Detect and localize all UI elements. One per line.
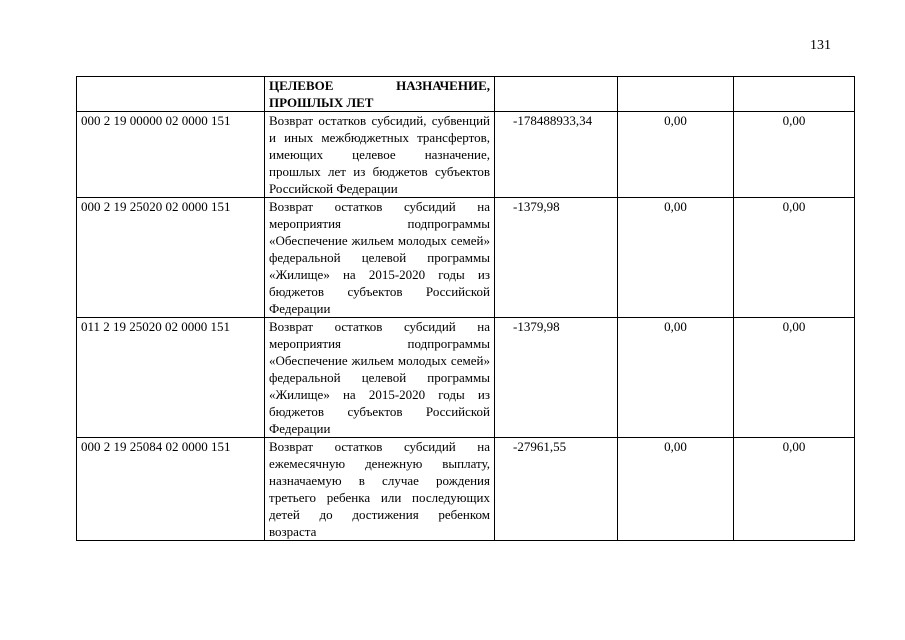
code-cell: 011 2 19 25020 02 0000 151 — [77, 318, 265, 438]
value-cell-1: -178488933,34 — [495, 112, 618, 198]
table-row — [77, 318, 855, 438]
value-cell-3 — [734, 77, 855, 112]
value-cell-3: 0,00 — [734, 112, 855, 198]
value-cell-1: -27961,55 — [495, 438, 618, 541]
budget-table — [76, 76, 855, 541]
value-cell-1: -1379,98 — [495, 198, 618, 318]
description-cell: Возврат остатков субсидий, субвенций и иных межбюджетных трансфертов, имеющих целевое назначение, прошлых лет из бюджетов субъектов Российской Федерации — [265, 112, 495, 198]
table-row — [77, 198, 855, 318]
value-cell-1: -1379,98 — [495, 318, 618, 438]
value-cell-2: 0,00 — [618, 438, 734, 541]
description-cell: Возврат остатков субсидий на мероприятия подпрограммы «Обеспечение жильем молодых семей» федеральной целевой программы «Жилище» на 2015-2020 годы из бюджетов субъектов Российской Федерации — [265, 198, 495, 318]
value-cell-3: 0,00 — [734, 198, 855, 318]
description-cell: Возврат остатков субсидий на мероприятия подпрограммы «Обеспечение жильем молодых семей» федеральной целевой программы «Жилище» на 2015-2020 годы из бюджетов субъектов Российской Федерации — [265, 318, 495, 438]
value-cell-2: 0,00 — [618, 318, 734, 438]
table-row — [77, 438, 855, 541]
table-row — [77, 77, 855, 112]
value-cell-2 — [618, 77, 734, 112]
table-row — [77, 112, 855, 198]
description-cell: Возврат остатков субсидий на ежемесячную денежную выплату, назначаемую в случае рождения третьего ребенка или последующих детей до достижения ребенком возраста — [265, 438, 495, 541]
page-number: 131 — [810, 38, 831, 53]
description-cell: ЦЕЛЕВОЕ НАЗНАЧЕНИЕ, ПРОШЛЫХ ЛЕТ — [265, 77, 495, 112]
code-cell: 000 2 19 25020 02 0000 151 — [77, 198, 265, 318]
value-cell-2: 0,00 — [618, 112, 734, 198]
value-cell-1 — [495, 77, 618, 112]
code-cell: 000 2 19 00000 02 0000 151 — [77, 112, 265, 198]
code-cell — [77, 77, 265, 112]
code-cell: 000 2 19 25084 02 0000 151 — [77, 438, 265, 541]
value-cell-3: 0,00 — [734, 438, 855, 541]
value-cell-2: 0,00 — [618, 198, 734, 318]
value-cell-3: 0,00 — [734, 318, 855, 438]
